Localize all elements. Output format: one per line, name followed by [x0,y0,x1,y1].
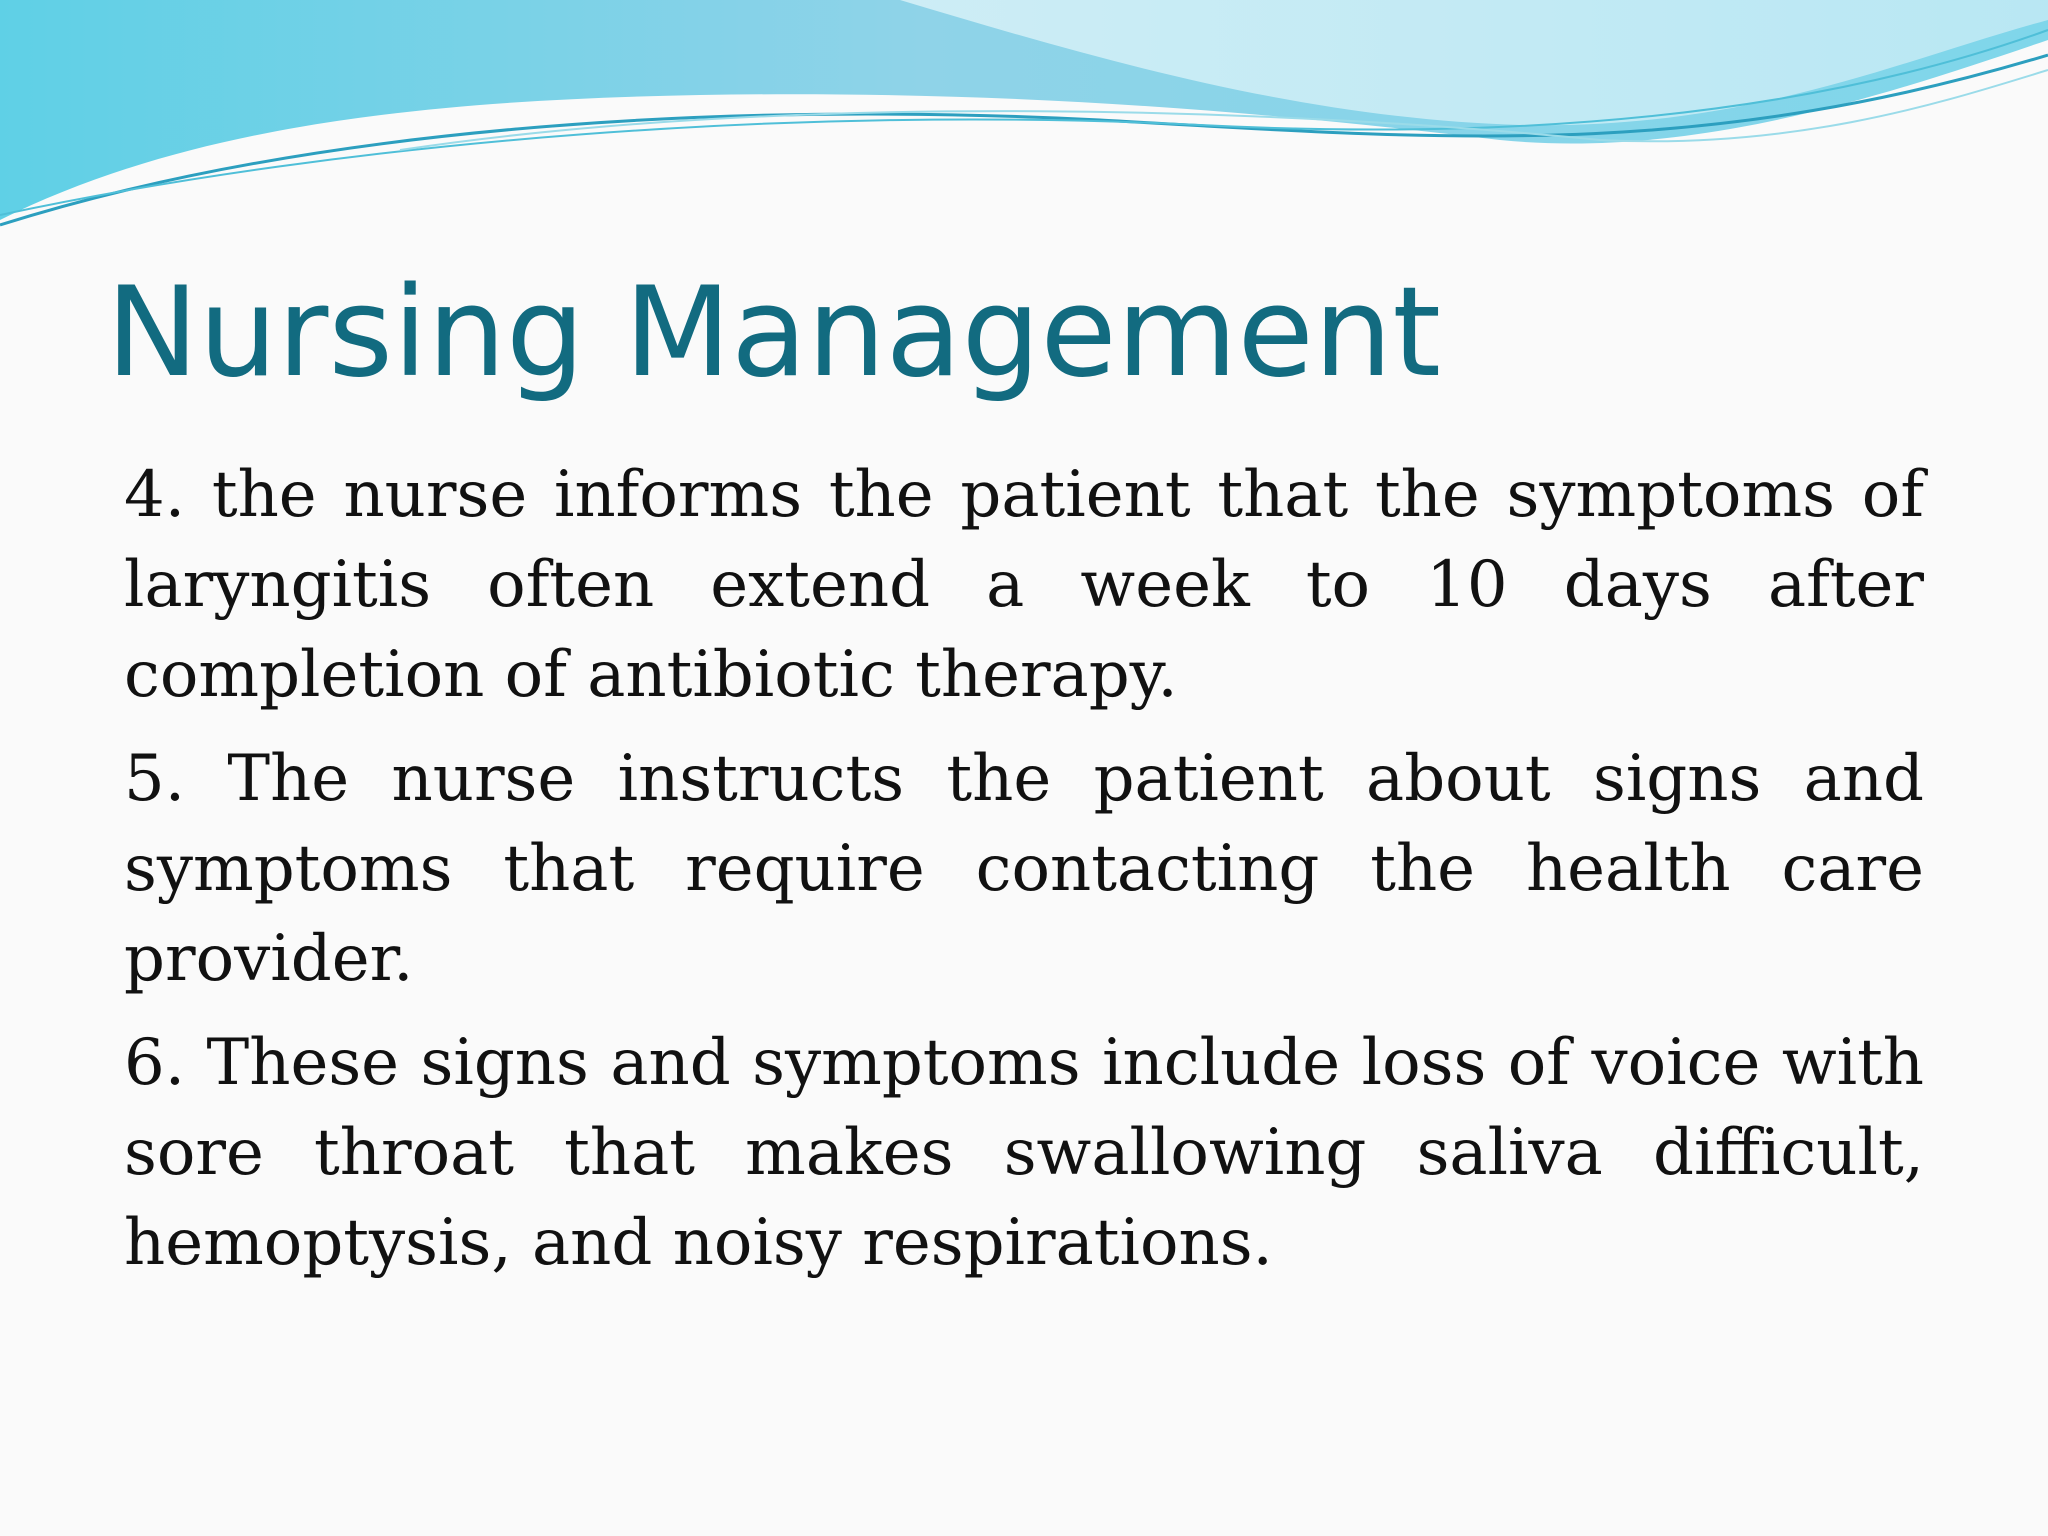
list-item: 6. These signs and symptoms include loss of voice with sore throat that makes swallowing saliva difficult, hemoptysis, and noisy respirations. [124,1026,1924,1280]
list-item: 5. The nurse instructs the patient about signs and symptoms that require contacting the health care provider. [124,742,1924,996]
slide-body [124,450,1924,1302]
list-item: 4. the nurse informs the patient that the symptoms of laryngitis often extend a week to 10 days after completion of antibiotic therapy. [124,458,1924,712]
slide-title: Nursing Management [106,261,1441,405]
wave-header-decoration [0,0,2048,240]
